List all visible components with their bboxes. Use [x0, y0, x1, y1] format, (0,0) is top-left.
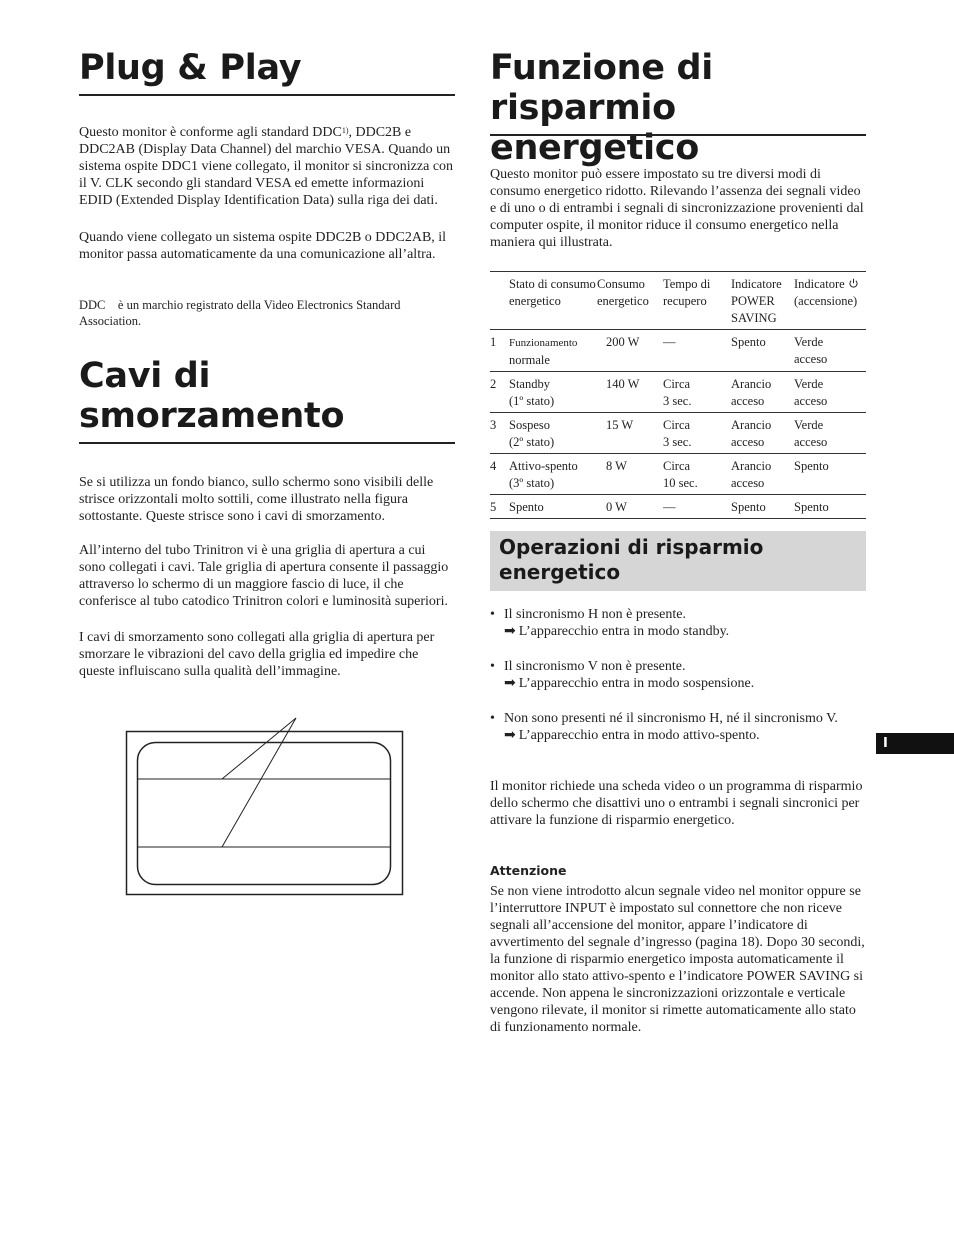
plug-play-title: Plug & Play	[79, 48, 302, 88]
row-on: Verde acceso	[794, 330, 866, 372]
cavi-title: Cavi di smorzamento	[79, 356, 345, 436]
plug-play-para1: Questo monitor è conforme agli standard DDC$^{1)}$, DDC2B e DDC2AB (Display Data Channel) del marchio VESA. Quando un sistema ospite DDC1 viene collegato, il monitor si sincronizza con il V. CLK secondo gli standard VESA ed emette informazioni EDID (Extended Display Identification Data) sulla riga dei dati.	[79, 125, 454, 208]
language-tab: I	[876, 733, 954, 754]
plug-play-para2: Quando viene collegato un sistema ospite DDC2B o DDC2AB, il monitor passa automaticamente da una comunicazione all’altra.	[79, 230, 447, 262]
table-row	[490, 454, 866, 495]
row-state: Funzionamento normale	[509, 330, 597, 372]
row-recovery: Circa 3 sec.	[663, 372, 731, 413]
arrow-icon: ➡	[504, 623, 516, 639]
table-row	[490, 413, 866, 454]
operations-paragraph: Il monitor richiede una scheda video o un programma di risparmio dello schermo che disattivi uno o entrambi i segnali sincronici per attivare la funzione di risparmio energetico.	[490, 779, 863, 828]
note-title: Attenzione	[490, 863, 567, 878]
row-number: 1	[490, 330, 509, 372]
operation-item-3: • Non sono presenti né il sincronismo H, né il sincronismo V. ➡ L’apparecchio entra in modo attivo-spento.	[490, 711, 838, 743]
row-recovery: Circa 3 sec.	[663, 413, 731, 454]
operations-list	[490, 606, 866, 744]
row-saving: Arancio acceso	[731, 413, 794, 454]
header-recovery: Tempo di recupero	[663, 272, 731, 330]
cavi-para2: All’interno del tubo Trinitron vi è una griglia di apertura a cui sono collegati i cavi. Tale griglia di apertura consente il passaggio attraverso lo schermo di un maggiore fascio di luce, il che conferisce al tubo catodico Trinitron colori e luminosità superiori.	[79, 543, 449, 609]
row-recovery: —	[663, 330, 731, 372]
row-on: Spento	[794, 454, 866, 495]
row-state: Sospeso (2º stato)	[509, 413, 597, 454]
row-power: 15 W	[597, 413, 663, 454]
header-saving: Indicatore POWER SAVING	[731, 272, 794, 330]
header-power: Consumo energetico	[597, 272, 663, 330]
operation-item-2: • Il sincronismo V non è presente. ➡ L’apparecchio entra in modo sospensione.	[490, 659, 755, 691]
header-on: Indicatore (accensione)	[794, 272, 866, 330]
energy-saving-rule	[490, 134, 866, 136]
operation-item-1: • Il sincronismo H non è presente. ➡ L’apparecchio entra in modo standby.	[490, 607, 730, 639]
power-table-wrapper	[490, 271, 866, 519]
plug-play-footnote: DDC è un marchio registrato della Video Electronics Standard Association.	[79, 298, 403, 328]
energy-saving-title: Funzione di risparmio energetico	[490, 48, 714, 168]
row-number: 2	[490, 372, 509, 413]
row-power: 140 W	[597, 372, 663, 413]
row-on: Verde acceso	[794, 413, 866, 454]
row-recovery: —	[663, 495, 731, 519]
row-number: 3	[490, 413, 509, 454]
row-state: Attivo-spento (3º stato)	[509, 454, 597, 495]
table-row	[490, 495, 866, 519]
row-state: Standby (1º stato)	[509, 372, 597, 413]
row-power: 200 W	[597, 330, 663, 372]
arrow-icon: ➡	[504, 675, 516, 691]
row-on: Verde acceso	[794, 372, 866, 413]
row-state: Spento	[509, 495, 597, 519]
arrow-icon: ➡	[504, 727, 516, 743]
power-icon	[848, 278, 859, 289]
row-number: 4	[490, 454, 509, 495]
row-on: Spento	[794, 495, 866, 519]
row-number: 5	[490, 495, 509, 519]
table-row	[490, 330, 866, 372]
row-recovery: Circa 10 sec.	[663, 454, 731, 495]
table-header-row	[490, 272, 866, 330]
row-power: 0 W	[597, 495, 663, 519]
operations-heading: Operazioni di risparmio energetico	[490, 531, 866, 591]
footnote-marker: 1)	[341, 126, 349, 135]
screen-outline	[138, 743, 391, 885]
row-saving: Spento	[731, 495, 794, 519]
note-paragraph: Se non viene introdotto alcun segnale video nel monitor oppure se l’interruttore INPUT è impostato sul connettore che non riceve segnali all’accensione del monitor, appare l’indicatore di avvertimento del segnale d’ingresso (pagina 18). Dopo 30 secondi, la funzione di risparmio energetico imposta automaticamente il monitor allo stato attivo-spento e l’indicatore POWER SAVING si accende. Non appena le sincronizzazioni orizzontale e verticale vengono rilevate, il monitor si rimette automaticamente allo stato di funzionamento normale.	[490, 884, 865, 1035]
header-state: Stato di consumo energetico	[509, 272, 597, 330]
table-row	[490, 372, 866, 413]
row-power: 8 W	[597, 454, 663, 495]
row-saving: Arancio acceso	[731, 372, 794, 413]
power-saving-table	[490, 272, 866, 519]
cavi-para1: Se si utilizza un fondo bianco, sullo schermo sono visibili delle strisce orizzontali molto sottili, come illustrato nella figura sottostante. Queste strisce sono i cavi di smorzamento.	[79, 475, 434, 524]
row-saving: Arancio acceso	[731, 454, 794, 495]
cavi-para3: I cavi di smorzamento sono collegati alla griglia di apertura per smorzare le vibrazioni del cavo della griglia ed impedire che queste influiscano sulla qualità dell’immagine.	[79, 630, 435, 679]
energy-saving-intro: Questo monitor può essere impostato su tre diversi modi di consumo energetico ridotto. Rilevando l’assenza dei segnali video e di uno o di entrambi i segnali di sincronizzazione provenienti dal computer ospite, il monitor riduce il consumo energetico nella maniera qui illustrata.	[490, 167, 864, 250]
row-saving: Spento	[731, 330, 794, 372]
